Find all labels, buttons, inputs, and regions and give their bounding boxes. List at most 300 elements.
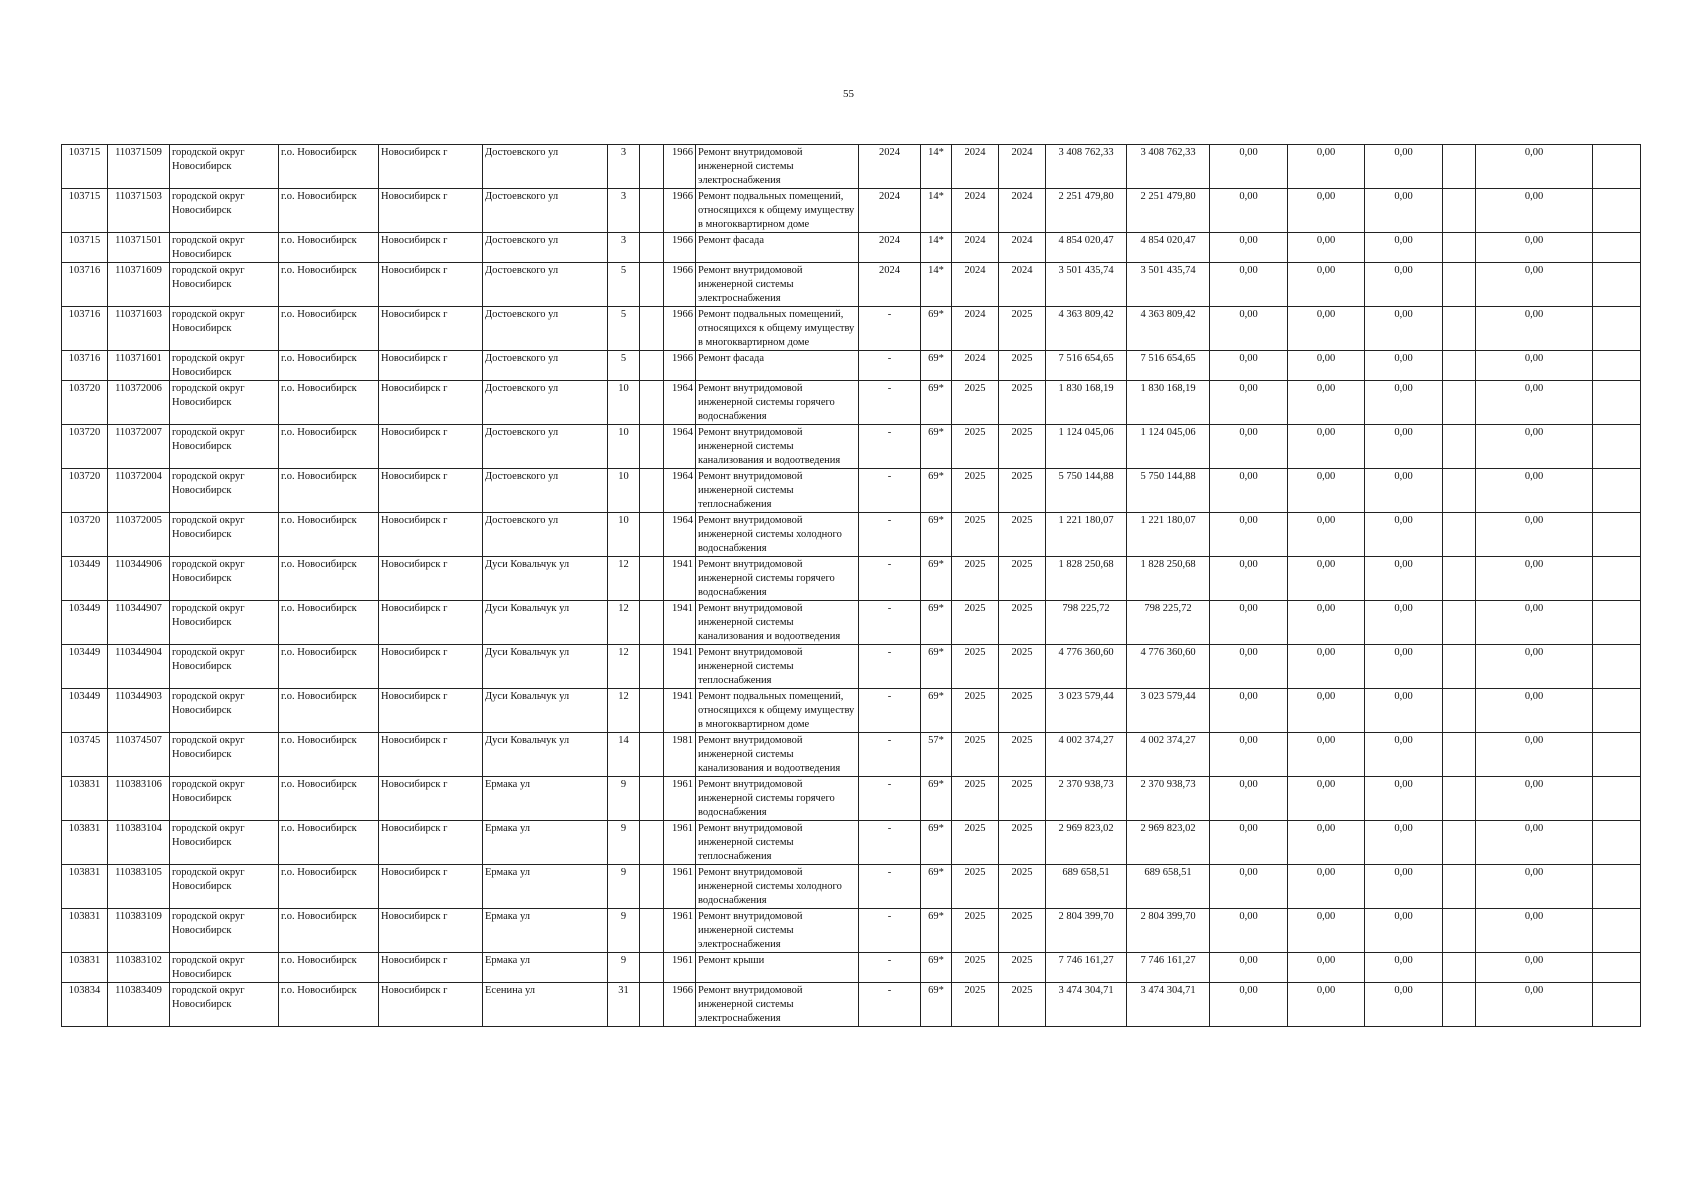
cell-fund-3: 0,00 [1365, 953, 1443, 983]
cell-fund-3: 0,00 [1365, 513, 1443, 557]
cell-fund-4 [1443, 953, 1476, 983]
cell-work-type: Ремонт внутридомовой инженерной системы холодного водоснабжения [696, 865, 859, 909]
cell-fund-2: 0,00 [1288, 909, 1365, 953]
cell-end-year: 2025 [999, 689, 1046, 733]
cell-fund-2: 0,00 [1288, 733, 1365, 777]
cell-fund-4 [1443, 513, 1476, 557]
cell-district: городской округ Новосибирск [170, 733, 279, 777]
cell-end-year: 2025 [999, 953, 1046, 983]
cell-fund-3: 0,00 [1365, 233, 1443, 263]
cell-code: 110344907 [108, 601, 170, 645]
cell-fund-1: 0,00 [1210, 733, 1288, 777]
cell-extra [640, 689, 664, 733]
cell-fund-5: 0,00 [1476, 689, 1593, 733]
cell-id: 103720 [62, 425, 108, 469]
cell-house: 10 [608, 381, 640, 425]
cell-fund-4 [1443, 351, 1476, 381]
cell-district: городской округ Новосибирск [170, 645, 279, 689]
cell-priority: 69* [921, 909, 952, 953]
cell-id: 103715 [62, 189, 108, 233]
cell-fund-5: 0,00 [1476, 189, 1593, 233]
table-row [62, 189, 1641, 233]
cell-fund-5: 0,00 [1476, 953, 1593, 983]
cell-city: Новосибирск г [379, 821, 483, 865]
cell-house: 9 [608, 865, 640, 909]
cell-extra [640, 733, 664, 777]
cell-fund-5: 0,00 [1476, 381, 1593, 425]
cell-end-year: 2025 [999, 469, 1046, 513]
cell-fund-5: 0,00 [1476, 645, 1593, 689]
cell-work-type: Ремонт внутридомовой инженерной системы теплоснабжения [696, 821, 859, 865]
cell-fund-4 [1443, 601, 1476, 645]
cell-end-year: 2025 [999, 983, 1046, 1027]
cell-city: Новосибирск г [379, 469, 483, 513]
cell-priority: 69* [921, 689, 952, 733]
cell-municipality: г.о. Новосибирск [279, 777, 379, 821]
cell-house: 10 [608, 425, 640, 469]
cell-cost: 4 854 020,47 [1046, 233, 1127, 263]
cell-district: городской округ Новосибирск [170, 601, 279, 645]
cell-house: 9 [608, 953, 640, 983]
cell-code: 110372006 [108, 381, 170, 425]
table-row [62, 307, 1641, 351]
cell-fund-6 [1593, 145, 1641, 189]
cell-extra [640, 189, 664, 233]
cell-start-year: 2025 [952, 513, 999, 557]
cell-fund-2: 0,00 [1288, 469, 1365, 513]
cell-end-year: 2025 [999, 557, 1046, 601]
cell-start-year: 2025 [952, 425, 999, 469]
cell-start-year: 2024 [952, 307, 999, 351]
cell-plan-year: - [859, 777, 921, 821]
cell-priority: 69* [921, 351, 952, 381]
cell-priority: 69* [921, 425, 952, 469]
cell-end-year: 2024 [999, 189, 1046, 233]
capital-repair-table [61, 144, 1641, 1027]
page-number: 55 [843, 88, 854, 100]
cell-district: городской округ Новосибирск [170, 689, 279, 733]
cell-priority: 69* [921, 645, 952, 689]
cell-work-type: Ремонт подвальных помещений, относящихся к общему имуществу в многоквартирном доме [696, 307, 859, 351]
cell-municipality: г.о. Новосибирск [279, 601, 379, 645]
cell-plan-year: - [859, 557, 921, 601]
cell-fund-6 [1593, 983, 1641, 1027]
cell-end-year: 2025 [999, 645, 1046, 689]
cell-city: Новосибирск г [379, 865, 483, 909]
cell-fund-3: 0,00 [1365, 689, 1443, 733]
cell-municipality: г.о. Новосибирск [279, 689, 379, 733]
cell-fund-6 [1593, 557, 1641, 601]
cell-cost: 7 516 654,65 [1046, 351, 1127, 381]
cell-fund-1: 0,00 [1210, 777, 1288, 821]
cell-street: Дуси Ковальчук ул [483, 557, 608, 601]
cell-priority: 14* [921, 145, 952, 189]
cell-fund-5: 0,00 [1476, 425, 1593, 469]
cell-district: городской округ Новосибирск [170, 263, 279, 307]
cell-work-type: Ремонт внутридомовой инженерной системы холодного водоснабжения [696, 513, 859, 557]
cell-fund-5: 0,00 [1476, 733, 1593, 777]
cell-priority: 69* [921, 983, 952, 1027]
cell-extra [640, 909, 664, 953]
cell-extra [640, 983, 664, 1027]
cell-house: 14 [608, 733, 640, 777]
cell-year: 1961 [664, 777, 696, 821]
cell-cost-fund: 3 474 304,71 [1127, 983, 1210, 1027]
cell-fund-2: 0,00 [1288, 233, 1365, 263]
table-row [62, 953, 1641, 983]
cell-municipality: г.о. Новосибирск [279, 307, 379, 351]
cell-house: 3 [608, 189, 640, 233]
cell-cost: 4 002 374,27 [1046, 733, 1127, 777]
cell-house: 10 [608, 469, 640, 513]
table-row [62, 689, 1641, 733]
cell-work-type: Ремонт внутридомовой инженерной системы канализования и водоотведения [696, 733, 859, 777]
cell-fund-4 [1443, 233, 1476, 263]
cell-plan-year: 2024 [859, 145, 921, 189]
cell-cost-fund: 2 969 823,02 [1127, 821, 1210, 865]
cell-fund-3: 0,00 [1365, 381, 1443, 425]
cell-id: 103831 [62, 865, 108, 909]
cell-fund-4 [1443, 689, 1476, 733]
cell-year: 1941 [664, 645, 696, 689]
cell-house: 31 [608, 983, 640, 1027]
cell-id: 103831 [62, 777, 108, 821]
cell-start-year: 2025 [952, 865, 999, 909]
cell-municipality: г.о. Новосибирск [279, 645, 379, 689]
cell-fund-6 [1593, 351, 1641, 381]
cell-work-type: Ремонт внутридомовой инженерной системы электроснабжения [696, 983, 859, 1027]
cell-priority: 69* [921, 381, 952, 425]
cell-house: 5 [608, 263, 640, 307]
cell-fund-4 [1443, 983, 1476, 1027]
cell-id: 103716 [62, 263, 108, 307]
cell-extra [640, 513, 664, 557]
cell-fund-2: 0,00 [1288, 557, 1365, 601]
cell-extra [640, 381, 664, 425]
cell-fund-2: 0,00 [1288, 351, 1365, 381]
cell-fund-6 [1593, 953, 1641, 983]
cell-start-year: 2025 [952, 733, 999, 777]
cell-cost-fund: 1 221 180,07 [1127, 513, 1210, 557]
cell-cost-fund: 689 658,51 [1127, 865, 1210, 909]
cell-year: 1981 [664, 733, 696, 777]
cell-plan-year: - [859, 953, 921, 983]
cell-fund-3: 0,00 [1365, 777, 1443, 821]
cell-fund-4 [1443, 557, 1476, 601]
cell-fund-2: 0,00 [1288, 821, 1365, 865]
cell-fund-2: 0,00 [1288, 307, 1365, 351]
cell-fund-6 [1593, 865, 1641, 909]
cell-code: 110383102 [108, 953, 170, 983]
cell-cost: 4 363 809,42 [1046, 307, 1127, 351]
cell-house: 5 [608, 351, 640, 381]
cell-end-year: 2024 [999, 233, 1046, 263]
cell-year: 1966 [664, 145, 696, 189]
cell-cost-fund: 7 746 161,27 [1127, 953, 1210, 983]
cell-fund-1: 0,00 [1210, 689, 1288, 733]
table-row [62, 821, 1641, 865]
cell-fund-3: 0,00 [1365, 263, 1443, 307]
table-row [62, 145, 1641, 189]
cell-house: 3 [608, 145, 640, 189]
cell-fund-4 [1443, 145, 1476, 189]
cell-priority: 69* [921, 601, 952, 645]
cell-fund-4 [1443, 381, 1476, 425]
cell-fund-3: 0,00 [1365, 821, 1443, 865]
cell-cost: 2 370 938,73 [1046, 777, 1127, 821]
cell-code: 110383106 [108, 777, 170, 821]
cell-priority: 69* [921, 307, 952, 351]
cell-street: Ермака ул [483, 777, 608, 821]
cell-work-type: Ремонт крыши [696, 953, 859, 983]
cell-fund-3: 0,00 [1365, 189, 1443, 233]
cell-id: 103449 [62, 557, 108, 601]
cell-extra [640, 645, 664, 689]
table-row [62, 513, 1641, 557]
cell-cost: 689 658,51 [1046, 865, 1127, 909]
cell-fund-1: 0,00 [1210, 953, 1288, 983]
cell-fund-1: 0,00 [1210, 865, 1288, 909]
cell-fund-5: 0,00 [1476, 351, 1593, 381]
cell-city: Новосибирск г [379, 557, 483, 601]
cell-fund-5: 0,00 [1476, 263, 1593, 307]
cell-id: 103720 [62, 381, 108, 425]
cell-start-year: 2025 [952, 601, 999, 645]
cell-work-type: Ремонт фасада [696, 233, 859, 263]
cell-work-type: Ремонт подвальных помещений, относящихся к общему имуществу в многоквартирном доме [696, 689, 859, 733]
cell-city: Новосибирск г [379, 425, 483, 469]
cell-priority: 69* [921, 865, 952, 909]
cell-fund-5: 0,00 [1476, 601, 1593, 645]
cell-municipality: г.о. Новосибирск [279, 953, 379, 983]
cell-municipality: г.о. Новосибирск [279, 351, 379, 381]
cell-code: 110383104 [108, 821, 170, 865]
cell-extra [640, 777, 664, 821]
cell-fund-1: 0,00 [1210, 821, 1288, 865]
cell-end-year: 2024 [999, 263, 1046, 307]
cell-city: Новосибирск г [379, 513, 483, 557]
cell-id: 103449 [62, 601, 108, 645]
cell-fund-1: 0,00 [1210, 263, 1288, 307]
cell-fund-2: 0,00 [1288, 865, 1365, 909]
cell-year: 1964 [664, 469, 696, 513]
cell-end-year: 2025 [999, 909, 1046, 953]
cell-municipality: г.о. Новосибирск [279, 513, 379, 557]
cell-fund-1: 0,00 [1210, 425, 1288, 469]
cell-street: Есенина ул [483, 983, 608, 1027]
cell-plan-year: - [859, 909, 921, 953]
cell-start-year: 2025 [952, 953, 999, 983]
cell-district: городской округ Новосибирск [170, 777, 279, 821]
cell-code: 110383105 [108, 865, 170, 909]
cell-fund-3: 0,00 [1365, 469, 1443, 513]
cell-year: 1966 [664, 983, 696, 1027]
cell-fund-4 [1443, 777, 1476, 821]
cell-cost-fund: 3 023 579,44 [1127, 689, 1210, 733]
cell-work-type: Ремонт внутридомовой инженерной системы электроснабжения [696, 145, 859, 189]
cell-fund-3: 0,00 [1365, 557, 1443, 601]
cell-fund-1: 0,00 [1210, 557, 1288, 601]
cell-fund-4 [1443, 865, 1476, 909]
cell-street: Достоевского ул [483, 513, 608, 557]
cell-house: 12 [608, 557, 640, 601]
cell-cost-fund: 2 804 399,70 [1127, 909, 1210, 953]
cell-fund-4 [1443, 645, 1476, 689]
cell-year: 1966 [664, 263, 696, 307]
cell-cost-fund: 2 251 479,80 [1127, 189, 1210, 233]
cell-house: 10 [608, 513, 640, 557]
cell-year: 1964 [664, 425, 696, 469]
cell-start-year: 2024 [952, 145, 999, 189]
cell-cost: 1 221 180,07 [1046, 513, 1127, 557]
cell-code: 110372004 [108, 469, 170, 513]
cell-plan-year: - [859, 865, 921, 909]
cell-extra [640, 557, 664, 601]
cell-fund-3: 0,00 [1365, 865, 1443, 909]
table-row [62, 777, 1641, 821]
cell-plan-year: - [859, 821, 921, 865]
cell-fund-2: 0,00 [1288, 513, 1365, 557]
cell-city: Новосибирск г [379, 953, 483, 983]
cell-cost: 1 124 045,06 [1046, 425, 1127, 469]
cell-end-year: 2025 [999, 351, 1046, 381]
cell-fund-5: 0,00 [1476, 145, 1593, 189]
cell-fund-1: 0,00 [1210, 601, 1288, 645]
cell-cost-fund: 4 363 809,42 [1127, 307, 1210, 351]
cell-start-year: 2025 [952, 821, 999, 865]
cell-fund-2: 0,00 [1288, 777, 1365, 821]
cell-fund-6 [1593, 469, 1641, 513]
cell-id: 103449 [62, 689, 108, 733]
cell-start-year: 2025 [952, 909, 999, 953]
cell-id: 103720 [62, 513, 108, 557]
cell-fund-4 [1443, 469, 1476, 513]
cell-fund-1: 0,00 [1210, 645, 1288, 689]
cell-fund-1: 0,00 [1210, 145, 1288, 189]
cell-fund-3: 0,00 [1365, 733, 1443, 777]
cell-municipality: г.о. Новосибирск [279, 381, 379, 425]
table-row [62, 909, 1641, 953]
cell-municipality: г.о. Новосибирск [279, 557, 379, 601]
cell-extra [640, 865, 664, 909]
cell-house: 12 [608, 689, 640, 733]
cell-fund-3: 0,00 [1365, 425, 1443, 469]
cell-code: 110383409 [108, 983, 170, 1027]
cell-street: Дуси Ковальчук ул [483, 601, 608, 645]
cell-priority: 14* [921, 189, 952, 233]
cell-district: городской округ Новосибирск [170, 381, 279, 425]
table-row [62, 381, 1641, 425]
cell-work-type: Ремонт внутридомовой инженерной системы горячего водоснабжения [696, 777, 859, 821]
cell-code: 110371603 [108, 307, 170, 351]
cell-fund-1: 0,00 [1210, 983, 1288, 1027]
cell-start-year: 2025 [952, 777, 999, 821]
cell-house: 9 [608, 909, 640, 953]
cell-end-year: 2025 [999, 307, 1046, 351]
cell-extra [640, 351, 664, 381]
table-row [62, 233, 1641, 263]
cell-cost-fund: 7 516 654,65 [1127, 351, 1210, 381]
cell-fund-1: 0,00 [1210, 351, 1288, 381]
cell-district: городской округ Новосибирск [170, 557, 279, 601]
cell-plan-year: 2024 [859, 189, 921, 233]
cell-fund-4 [1443, 909, 1476, 953]
cell-start-year: 2025 [952, 469, 999, 513]
cell-priority: 14* [921, 263, 952, 307]
cell-extra [640, 821, 664, 865]
cell-end-year: 2025 [999, 601, 1046, 645]
cell-cost: 1 830 168,19 [1046, 381, 1127, 425]
cell-fund-4 [1443, 821, 1476, 865]
cell-priority: 69* [921, 777, 952, 821]
cell-code: 110371601 [108, 351, 170, 381]
cell-city: Новосибирск г [379, 381, 483, 425]
cell-fund-2: 0,00 [1288, 189, 1365, 233]
cell-municipality: г.о. Новосибирск [279, 425, 379, 469]
cell-fund-6 [1593, 307, 1641, 351]
cell-start-year: 2025 [952, 557, 999, 601]
cell-cost: 2 251 479,80 [1046, 189, 1127, 233]
cell-fund-6 [1593, 821, 1641, 865]
cell-fund-5: 0,00 [1476, 307, 1593, 351]
cell-cost: 2 969 823,02 [1046, 821, 1127, 865]
cell-district: городской округ Новосибирск [170, 821, 279, 865]
cell-code: 110371503 [108, 189, 170, 233]
cell-cost: 3 501 435,74 [1046, 263, 1127, 307]
cell-cost: 7 746 161,27 [1046, 953, 1127, 983]
cell-work-type: Ремонт подвальных помещений, относящихся к общему имуществу в многоквартирном доме [696, 189, 859, 233]
cell-fund-4 [1443, 189, 1476, 233]
table-row [62, 557, 1641, 601]
cell-id: 103831 [62, 821, 108, 865]
cell-priority: 14* [921, 233, 952, 263]
cell-city: Новосибирск г [379, 983, 483, 1027]
cell-year: 1961 [664, 821, 696, 865]
cell-end-year: 2025 [999, 513, 1046, 557]
table-body [62, 145, 1641, 1027]
cell-code: 110371509 [108, 145, 170, 189]
cell-extra [640, 469, 664, 513]
table-row [62, 425, 1641, 469]
cell-code: 110344904 [108, 645, 170, 689]
cell-id: 103831 [62, 953, 108, 983]
cell-street: Достоевского ул [483, 145, 608, 189]
cell-street: Ермака ул [483, 953, 608, 983]
cell-year: 1941 [664, 557, 696, 601]
cell-fund-5: 0,00 [1476, 983, 1593, 1027]
cell-fund-4 [1443, 733, 1476, 777]
cell-street: Достоевского ул [483, 233, 608, 263]
cell-plan-year: - [859, 381, 921, 425]
cell-fund-6 [1593, 233, 1641, 263]
cell-street: Дуси Ковальчук ул [483, 645, 608, 689]
table-row [62, 983, 1641, 1027]
cell-cost-fund: 1 830 168,19 [1127, 381, 1210, 425]
cell-street: Достоевского ул [483, 189, 608, 233]
cell-extra [640, 233, 664, 263]
cell-street: Ермака ул [483, 821, 608, 865]
cell-start-year: 2024 [952, 263, 999, 307]
cell-cost-fund: 4 776 360,60 [1127, 645, 1210, 689]
cell-plan-year: - [859, 425, 921, 469]
cell-street: Достоевского ул [483, 307, 608, 351]
cell-district: городской округ Новосибирск [170, 351, 279, 381]
cell-city: Новосибирск г [379, 909, 483, 953]
cell-district: городской округ Новосибирск [170, 145, 279, 189]
cell-year: 1966 [664, 189, 696, 233]
cell-id: 103716 [62, 307, 108, 351]
table-row [62, 469, 1641, 513]
